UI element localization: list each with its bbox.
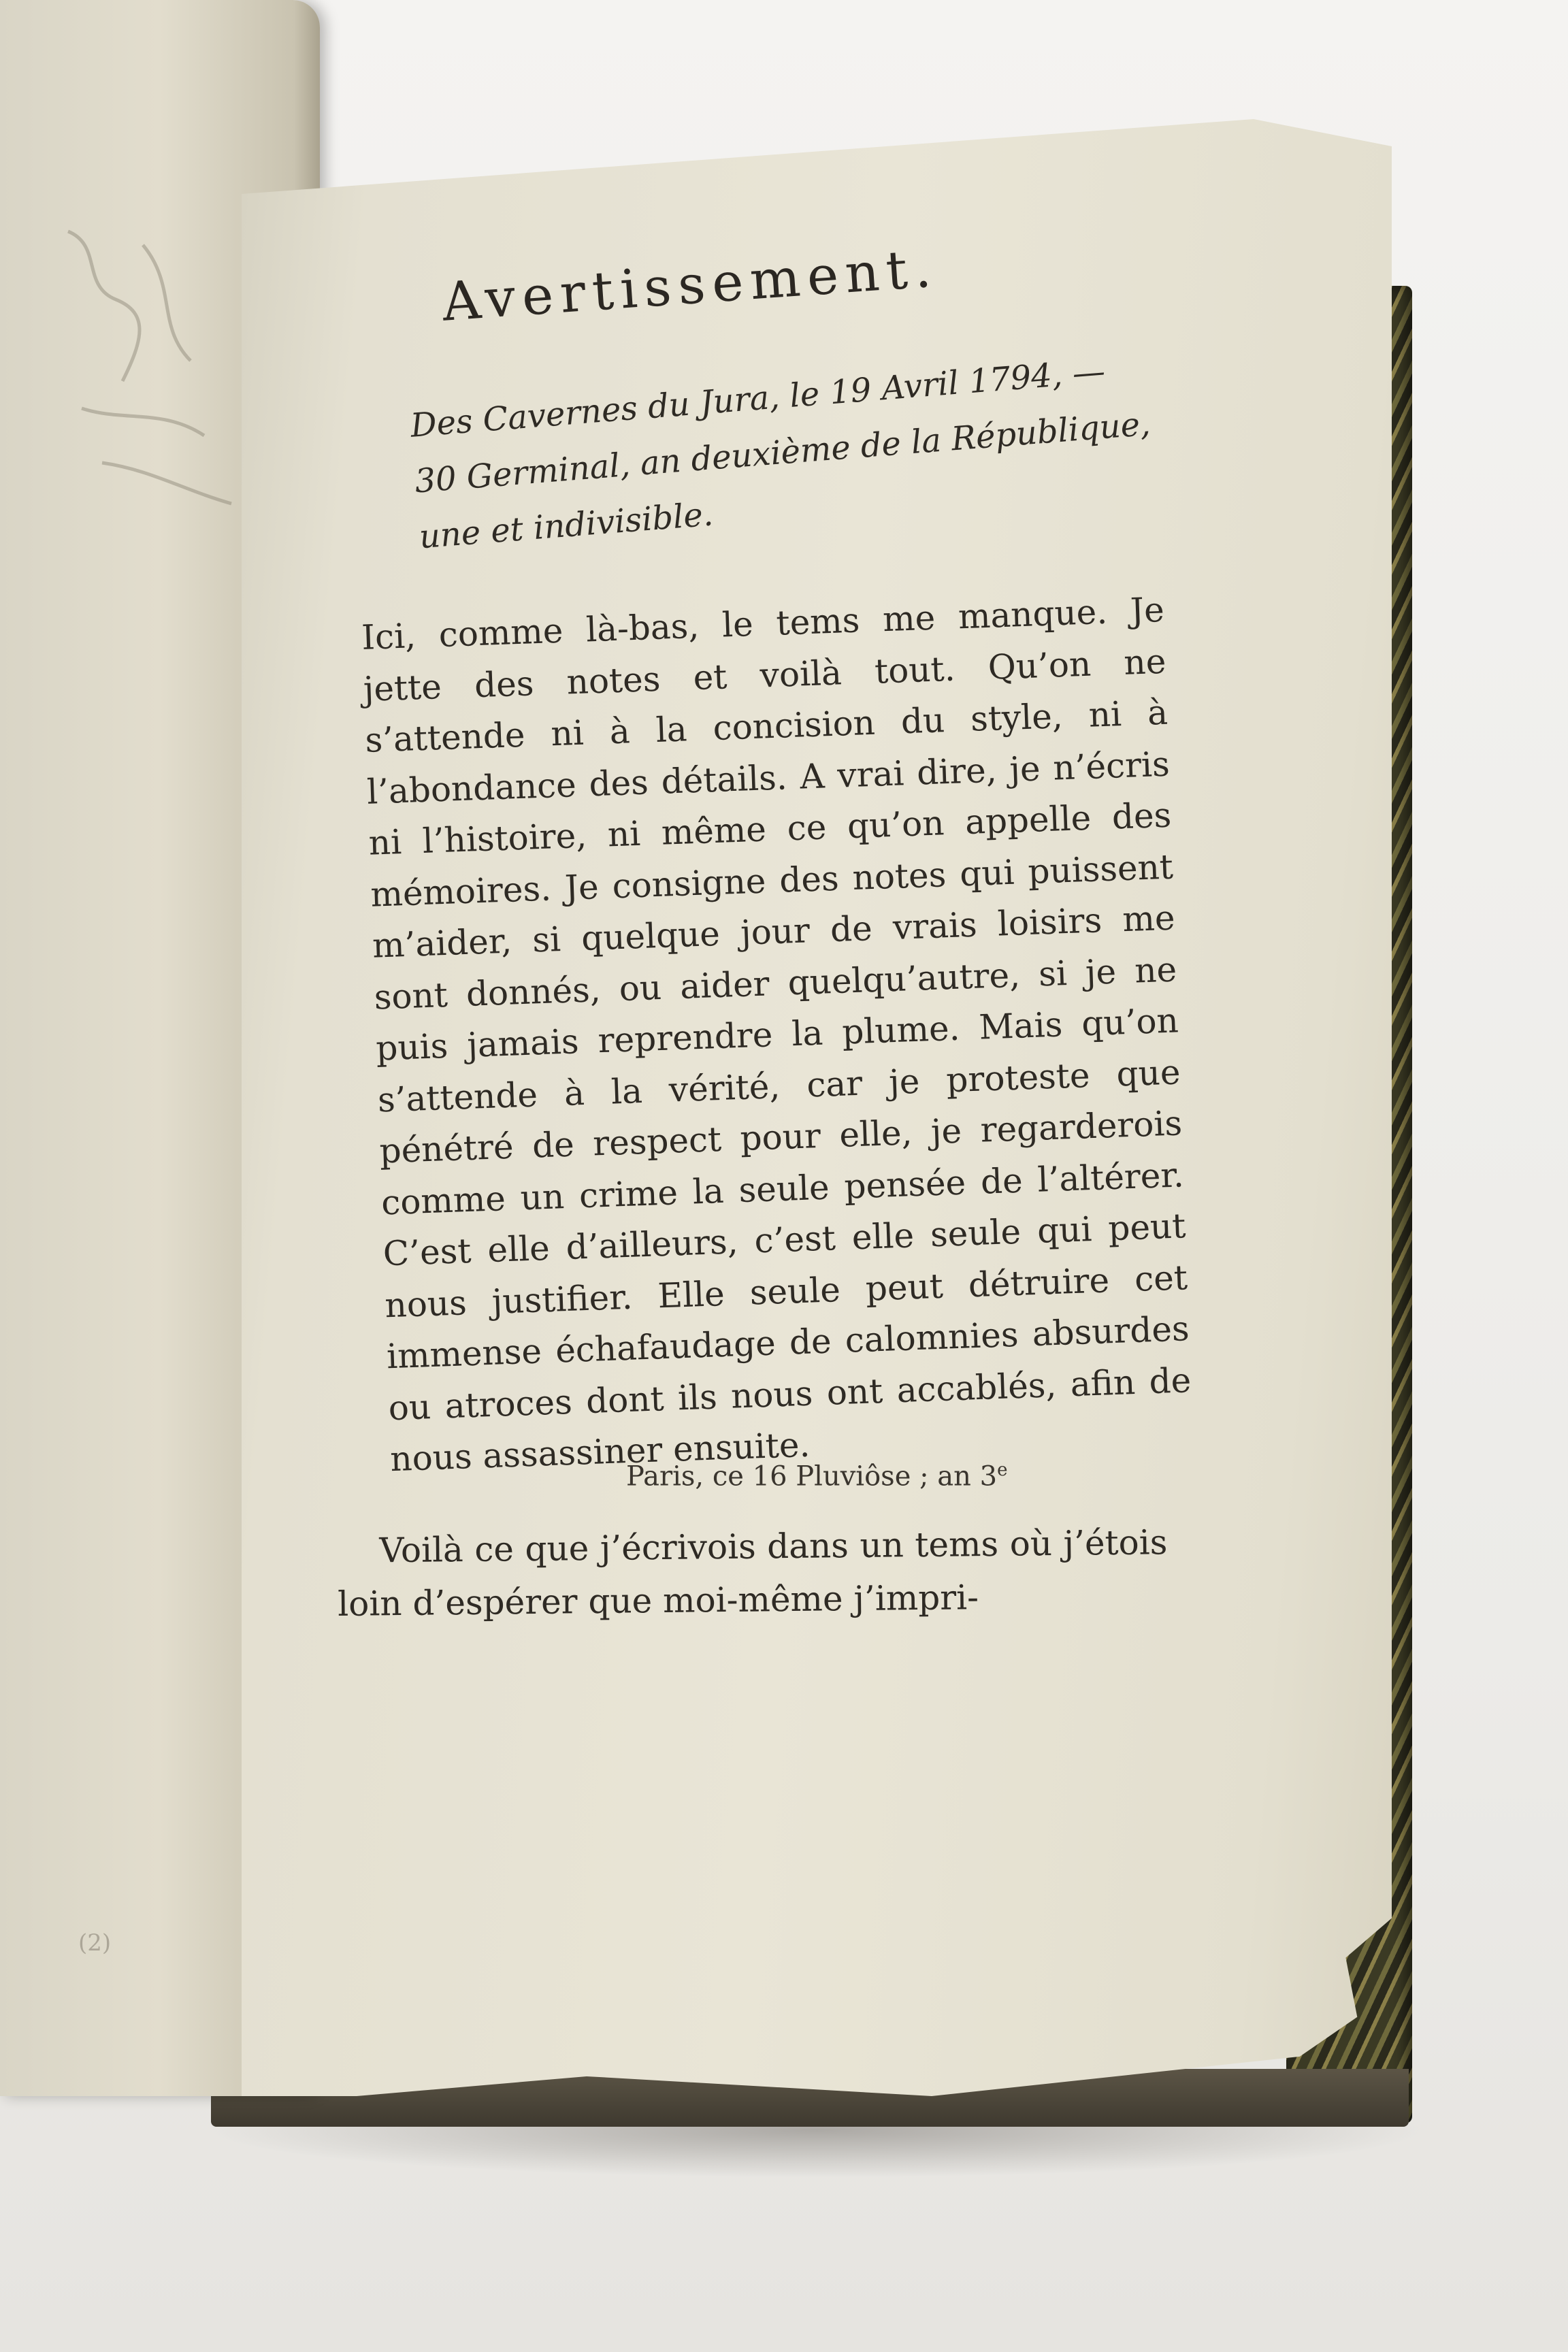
body-text xyxy=(361,585,1194,1486)
body-paragraph: Ici, comme là-bas, le tems me manque. Je jette des notes et voilà tout. Qu’on ne s’attende ni à la concision du style, ni à l’abondance des détails. A vrai dire, je n’écris ni l’histoire, ni même ce qu’on appelle des mémoires. Je consigne des notes qui puissent m’aider, si quelque jour de vrais loisirs me sont donnés, ou aider quelqu’autre, si je ne puis jamais reprendre la plume. Mais qu’on s’attende à la vérité, car je proteste que pénétré de respect pour elle, je regarderois comme un crime la seule pensée de l’altérer. C’est elle d’ailleurs, c’est elle seule qui peut nous justifier. Elle seule peut détruire cet immense échafaudage de calomnies absurdes ou atroces dont ils nous ont accablés, afin de nous assassiner ensuite. xyxy=(361,589,1192,1480)
pencil-mark: (2) xyxy=(78,1929,112,1957)
closing-paragraph: Voilà ce que j’écrivois dans un tems où j’étois loin d’espérer que moi-même j’impri- xyxy=(337,1522,1168,1624)
signature-line xyxy=(626,1460,1007,1492)
signature-superscript: e xyxy=(997,1460,1008,1480)
page-title: Avertissement. xyxy=(440,238,941,333)
pencil-annotation xyxy=(41,204,272,544)
dateline: Des Cavernes du Jura, le 19 Avril 1794, — 30 Germinal, an deuxième de la République, une et indivisible. xyxy=(409,352,1152,557)
signature-text: Paris, ce 16 Pluviôse ; an 3 xyxy=(626,1460,998,1492)
